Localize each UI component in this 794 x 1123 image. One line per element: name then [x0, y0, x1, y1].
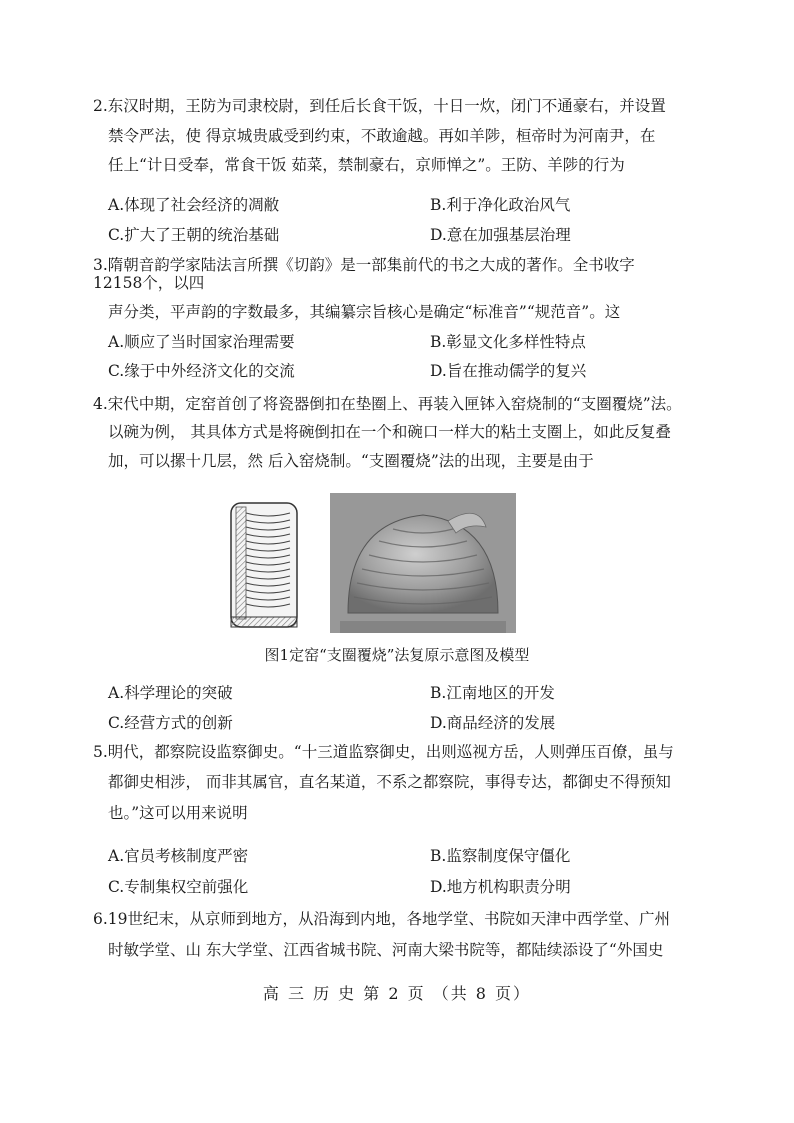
q4-stem-line-3: 加，可以摞十几层，然 后入窑烧制。“支圈覆烧”法的出现，主要是由于 [108, 452, 594, 470]
q2-stem-line-2: 禁令严法，使 得京城贵戚受到约束，不敢逾越。再如羊陟，桓帝时为河南尹，在 [108, 127, 656, 145]
q2-option-d: D.意在加强基层治理 [430, 226, 571, 244]
saggar-schematic [231, 503, 297, 627]
q5-stem-line-3: 也。”这可以用来说明 [108, 804, 248, 822]
page-footer: 高 三 历 史 第 2 页 （共 8 页） [262, 984, 532, 1003]
bowl-stack-model-photo [330, 493, 516, 633]
q2-option-a: A.体现了社会经济的凋敝 [108, 196, 280, 214]
q5-option-a: A.官员考核制度严密 [108, 847, 249, 865]
q2-stem-line-1: 2.东汉时期，王防为司隶校尉，到任后长食干饭，十日一炊，闭门不通豪右，并设置 [93, 97, 666, 115]
q6-stem-line-1: 6.19世纪末，从京师到地方，从沿海到内地，各地学堂、书院如天津中西学堂、广州 [93, 910, 671, 928]
q5-option-b: B.监察制度保守僵化 [430, 847, 571, 865]
q3-stem-line-3: 声分类，平声韵的字数最多，其编纂宗旨核心是确定“标准音”“规范音”。这 [108, 303, 621, 321]
q3-option-b: B.彰显文化多样性特点 [430, 333, 586, 351]
q3-stem-line-2: 12158个，以四 [93, 274, 205, 292]
q4-option-c: C.经营方式的创新 [108, 714, 233, 732]
q4-option-d: D.商品经济的发展 [430, 714, 556, 732]
q4-figure [228, 493, 518, 633]
q2-option-c: C.扩大了王朝的统治基础 [108, 226, 280, 244]
q2-option-b: B.利于净化政治风气 [430, 196, 571, 214]
q4-option-b: B.江南地区的开发 [430, 684, 555, 702]
kiln-diagram-and-model-image [228, 493, 518, 633]
q5-stem-line-2: 都御史相涉， 而非其属官，直名某道，不系之都察院，事得专达，都御史不得预知 [108, 773, 671, 791]
q5-option-d: D.地方机构职责分明 [430, 878, 571, 896]
q4-stem-line-2: 以碗为例， 其具体方式是将碗倒扣在一个和碗口一样大的粘土支圈上，如此反复叠 [108, 423, 671, 441]
q4-stem-line-1: 4.宋代中期，定窑首创了将瓷器倒扣在垫圈上、再装入匣钵入窑烧制的“支圈覆烧”法。 [93, 395, 682, 413]
q3-option-d: D.旨在推动儒学的复兴 [430, 362, 587, 380]
q2-stem-line-3: 任上“计日受奉，常食干饭 茹菜，禁制豪右，京师惮之”。王防、羊陟的行为 [108, 156, 625, 174]
q3-option-a: A.顺应了当时国家治理需要 [108, 333, 295, 351]
q6-stem-line-2: 时敏学堂、山 东大学堂、江西省城书院、河南大梁书院等，都陆续添设了“外国史 [108, 941, 664, 959]
q3-stem-line-1: 3.隋朝音韵学家陆法言所撰《切韵》是一部集前代的书之大成的著作。全书收字 [93, 256, 635, 274]
q5-option-c: C.专制集权空前强化 [108, 878, 249, 896]
q4-option-a: A.科学理论的突破 [108, 684, 233, 702]
q5-stem-line-1: 5.明代，都察院设监察御史。“十三道监察御史，出则巡视方岳，人则弹压百僚，虽与 [93, 743, 674, 761]
q3-option-c: C.缘于中外经济文化的交流 [108, 362, 295, 380]
q4-figure-caption: 图1定窑“支圈覆烧”法复原示意图及模型 [264, 646, 530, 664]
